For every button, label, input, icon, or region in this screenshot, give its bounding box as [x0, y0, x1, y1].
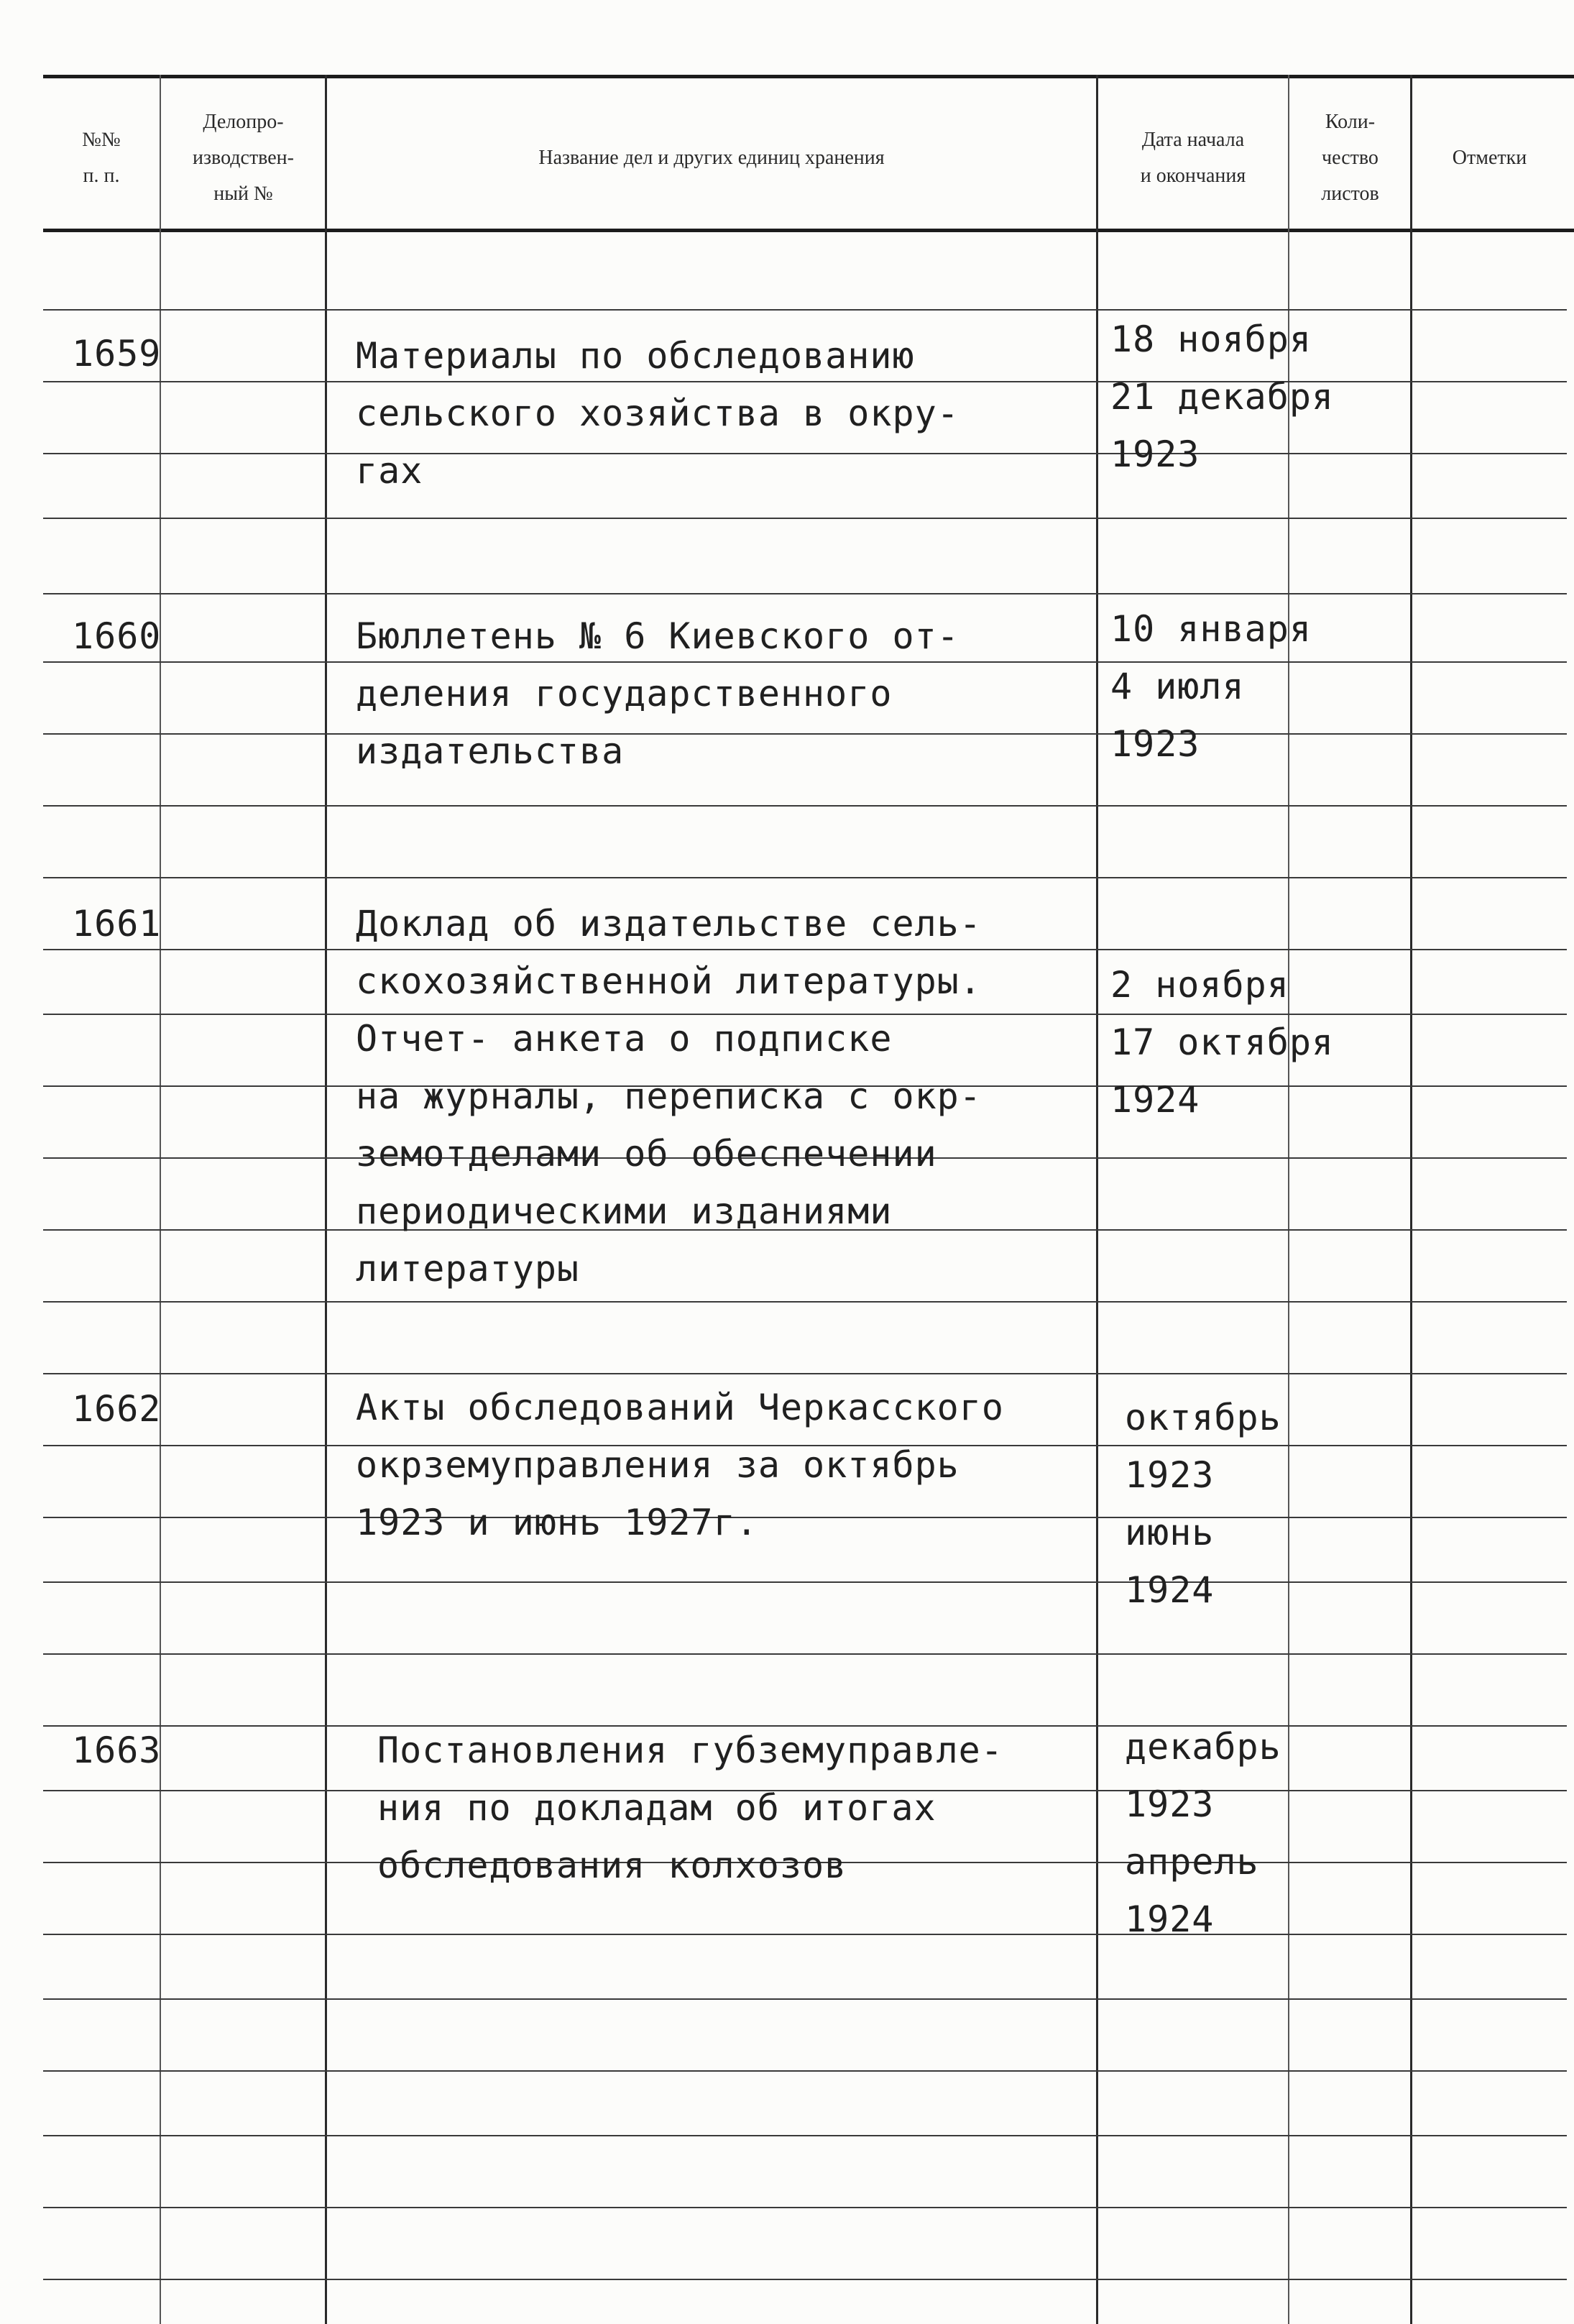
entry-title: Бюллетень № 6 Киевского от- деления государственного издательства — [356, 615, 959, 772]
column-divider — [1410, 75, 1412, 2324]
entry-title: Доклад об издательстве сель- скохозяйственной литературы. Отчет- анкета о подписке на журналы, переписка с окр- земотделами об обеспечении периодическими изданиями литературы — [356, 903, 982, 1290]
entry-number: 1661 — [72, 903, 162, 945]
ruled-line — [43, 2279, 1567, 2280]
header-col-dates: Дата начала и окончания — [1140, 129, 1246, 187]
entry-dates: декабрь 1923 апрель 1924 — [1125, 1726, 1281, 1940]
ruled-line — [43, 1998, 1567, 2000]
ruled-line — [43, 518, 1567, 519]
ruled-line — [43, 2070, 1567, 2072]
ruled-line — [43, 2207, 1567, 2208]
header-col-notes: Отметки — [1452, 147, 1527, 169]
entry-dates: 2 ноября 17 октября 1924 — [1110, 964, 1335, 1121]
ruled-line — [43, 805, 1567, 807]
entry-number: 1662 — [72, 1388, 162, 1430]
column-divider — [1096, 75, 1098, 2324]
ruled-line — [43, 309, 1567, 311]
ruled-line — [43, 877, 1567, 878]
entry-dates: 10 января 4 июля 1923 — [1110, 608, 1312, 765]
ruled-line — [43, 1581, 1567, 1583]
header-top-rule — [43, 75, 1574, 78]
ruled-line — [43, 1653, 1567, 1655]
ruled-line — [43, 1301, 1567, 1303]
ruled-line — [43, 1934, 1567, 1935]
entry-title: Постановления губземуправле- ния по докладам об итогах обследования колхозов — [377, 1730, 1003, 1886]
column-divider — [325, 75, 327, 2324]
ruled-line — [43, 1373, 1567, 1374]
entry-number: 1660 — [72, 615, 162, 657]
header-col-office-number: Делопро- изводствен- ный № — [193, 111, 294, 205]
header-col-title: Название дел и других единиц хранения — [538, 147, 885, 169]
ruled-line — [43, 2135, 1567, 2136]
header-col-sheets: Коли- чество листов — [1321, 111, 1379, 205]
ruled-line — [43, 593, 1567, 594]
entry-dates: 18 ноября 21 декабря 1923 — [1110, 318, 1335, 475]
entry-title: Материалы по обследованию сельского хозяйства в окру- гах — [356, 335, 959, 492]
entry-number: 1663 — [72, 1730, 162, 1771]
header-col-number: №№ п. п. — [82, 129, 121, 187]
column-divider — [160, 75, 161, 2324]
entry-number: 1659 — [72, 333, 162, 375]
entry-dates: октябрь 1923 июнь 1924 — [1125, 1397, 1281, 1611]
entry-title: Акты обследований Черкасского окрземуправления за октябрь 1923 и июнь 1927г. — [356, 1387, 1004, 1543]
